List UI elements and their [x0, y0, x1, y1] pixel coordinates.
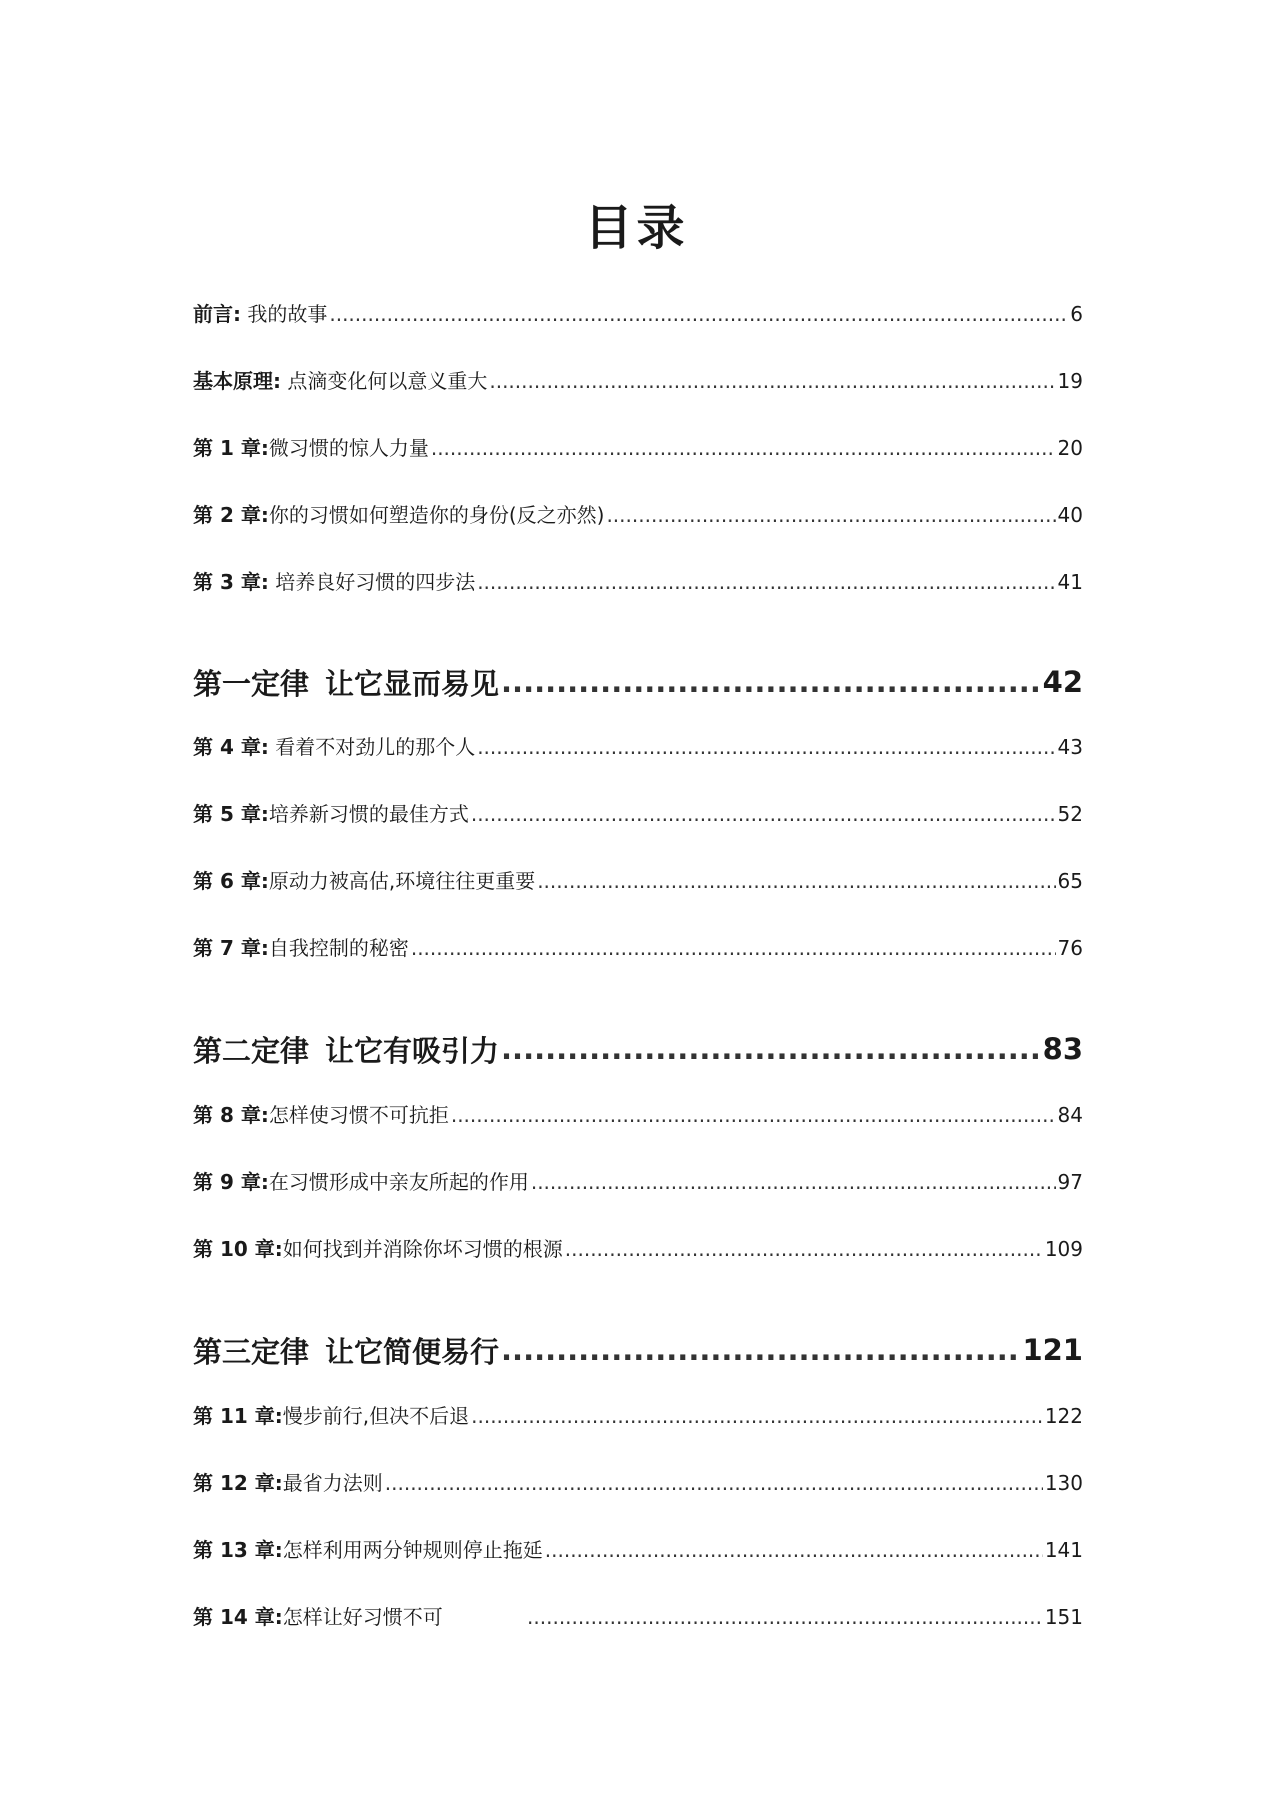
entry-label: [193, 1400, 469, 1429]
entry-title: 微习惯的惊人力量: [268, 436, 429, 460]
entry-page-number: 19: [1057, 369, 1083, 393]
entry-title: 点滴变化何以意义重大: [281, 369, 488, 393]
entry-title: 看着不对劲儿的那个人: [268, 735, 476, 759]
dot-leader: [451, 1103, 1056, 1127]
entry-number: 第 11 章:: [193, 1404, 283, 1428]
entry-page-number: 52: [1057, 802, 1083, 826]
entry-label: [193, 566, 475, 595]
part-number: 第一定律: [193, 666, 310, 701]
entry-number: 第 13 章:: [193, 1538, 283, 1562]
toc-entry[interactable]: [193, 932, 1083, 999]
entry-label: [193, 1534, 543, 1563]
part-page-number: 121: [1022, 1333, 1083, 1367]
entry-title: 原动力被高估,环境往往更重要: [268, 869, 536, 893]
entry-page-number: 43: [1057, 735, 1083, 759]
dot-leader: [545, 1538, 1043, 1562]
toc-entry[interactable]: [193, 1233, 1083, 1300]
toc-part-entry[interactable]: [193, 633, 1083, 731]
entry-page-number: 122: [1044, 1404, 1083, 1428]
toc-entry[interactable]: [193, 731, 1083, 798]
dot-leader: [531, 1170, 1056, 1194]
dot-leader: [501, 665, 1041, 699]
dot-leader: [527, 1605, 1043, 1629]
entry-title: 最省力法则: [282, 1471, 383, 1495]
entry-label: [193, 1099, 449, 1128]
toc-entry[interactable]: [193, 798, 1083, 865]
entry-number: 第 12 章:: [193, 1471, 283, 1495]
entry-number: 第 9 章:: [193, 1170, 269, 1194]
entry-number: 第 3 章:: [193, 570, 269, 594]
dot-leader: [471, 1404, 1043, 1428]
entry-number: 前言:: [193, 302, 241, 326]
toc-entry[interactable]: [193, 1601, 1083, 1668]
entry-title: 你的习惯如何塑造你的身份(反之亦然): [268, 503, 605, 527]
entry-title: 培养良好习惯的四步法: [268, 570, 476, 594]
toc-part-entry[interactable]: [193, 999, 1083, 1099]
entry-label: [193, 932, 409, 961]
entry-title: 怎样利用两分钟规则停止拖延: [282, 1538, 543, 1562]
toc-part-entry[interactable]: [193, 1300, 1083, 1400]
entry-title: 培养新习惯的最佳方式: [268, 802, 469, 826]
entry-label: [193, 499, 604, 528]
dot-leader: [501, 1333, 1020, 1367]
dot-leader: [477, 735, 1055, 759]
toc-entry[interactable]: [193, 365, 1083, 432]
part-label: [193, 1029, 499, 1070]
entry-title: 怎样使习惯不可抗拒: [268, 1103, 449, 1127]
entry-title: 我的故事: [241, 302, 328, 326]
entry-number: 第 7 章:: [193, 936, 269, 960]
entry-label: [193, 1233, 563, 1262]
entry-page-number: 151: [1044, 1605, 1083, 1629]
entry-page-number: 20: [1057, 436, 1083, 460]
dot-leader: [489, 369, 1055, 393]
entry-page-number: 41: [1057, 570, 1083, 594]
dot-leader: [471, 802, 1056, 826]
toc-entry[interactable]: [193, 1166, 1083, 1233]
part-title: 让它显而易见: [325, 666, 500, 701]
part-number: 第三定律: [193, 1334, 310, 1369]
entry-label: [193, 298, 327, 327]
dot-leader: [501, 1032, 1041, 1066]
part-label: [193, 662, 499, 703]
entry-number: 第 8 章:: [193, 1103, 269, 1127]
entry-number: 第 10 章:: [193, 1237, 283, 1261]
entry-page-number: 97: [1057, 1170, 1083, 1194]
toc-entry[interactable]: [193, 499, 1083, 566]
entry-label: [193, 1467, 383, 1496]
entry-number: 第 14 章:: [193, 1605, 283, 1629]
part-title: 让它有吸引力: [325, 1033, 500, 1068]
dot-leader: [537, 869, 1055, 893]
dot-leader: [385, 1471, 1043, 1495]
entry-label: [193, 865, 535, 894]
dot-leader: [606, 503, 1055, 527]
toc-entry[interactable]: [193, 1099, 1083, 1166]
entry-page-number: 40: [1057, 503, 1083, 527]
entry-title: 自我控制的秘密: [268, 936, 409, 960]
dot-leader: [477, 570, 1055, 594]
entry-label: [193, 798, 469, 827]
toc-entry[interactable]: [193, 432, 1083, 499]
toc-entry[interactable]: [193, 298, 1083, 365]
entry-page-number: 141: [1044, 1538, 1083, 1562]
entry-number: 第 5 章:: [193, 802, 269, 826]
entry-label: [193, 1601, 443, 1630]
entry-page-number: 84: [1057, 1103, 1083, 1127]
entry-title: 慢步前行,但决不后退: [282, 1404, 470, 1428]
entry-page-number: 6: [1070, 302, 1083, 326]
part-page-number: 83: [1042, 1032, 1083, 1066]
dot-leader: [329, 302, 1068, 326]
part-number: 第二定律: [193, 1033, 310, 1068]
entry-label: [193, 1166, 529, 1195]
entry-number: 第 6 章:: [193, 869, 269, 893]
entry-title: 在习惯形成中亲友所起的作用: [268, 1170, 529, 1194]
part-label: [193, 1330, 499, 1371]
part-page-number: 42: [1042, 665, 1083, 699]
dot-leader: [411, 936, 1056, 960]
toc-entry[interactable]: [193, 865, 1083, 932]
dot-leader: [431, 436, 1056, 460]
entry-page-number: 65: [1057, 869, 1083, 893]
entry-title: 怎样让好习惯不可: [282, 1605, 443, 1629]
entry-label: [193, 365, 487, 394]
page-title: 目录: [584, 200, 689, 256]
toc-entry[interactable]: [193, 566, 1083, 633]
entry-page-number: 130: [1044, 1471, 1083, 1495]
entry-label: [193, 432, 429, 461]
toc-entry[interactable]: [193, 1400, 1083, 1467]
toc-entry[interactable]: [193, 1534, 1083, 1601]
toc-list: [193, 298, 1083, 1668]
entry-number: 第 4 章:: [193, 735, 269, 759]
entry-page-number: 76: [1057, 936, 1083, 960]
entry-page-number: 109: [1044, 1237, 1083, 1261]
entry-number: 第 2 章:: [193, 503, 269, 527]
entry-label: [193, 731, 475, 760]
entry-title: 如何找到并消除你坏习惯的根源: [282, 1237, 563, 1261]
entry-number: 第 1 章:: [193, 436, 269, 460]
dot-leader: [565, 1237, 1043, 1261]
toc-entry[interactable]: [193, 1467, 1083, 1534]
entry-number: 基本原理:: [193, 369, 281, 393]
part-title: 让它简便易行: [325, 1334, 500, 1369]
